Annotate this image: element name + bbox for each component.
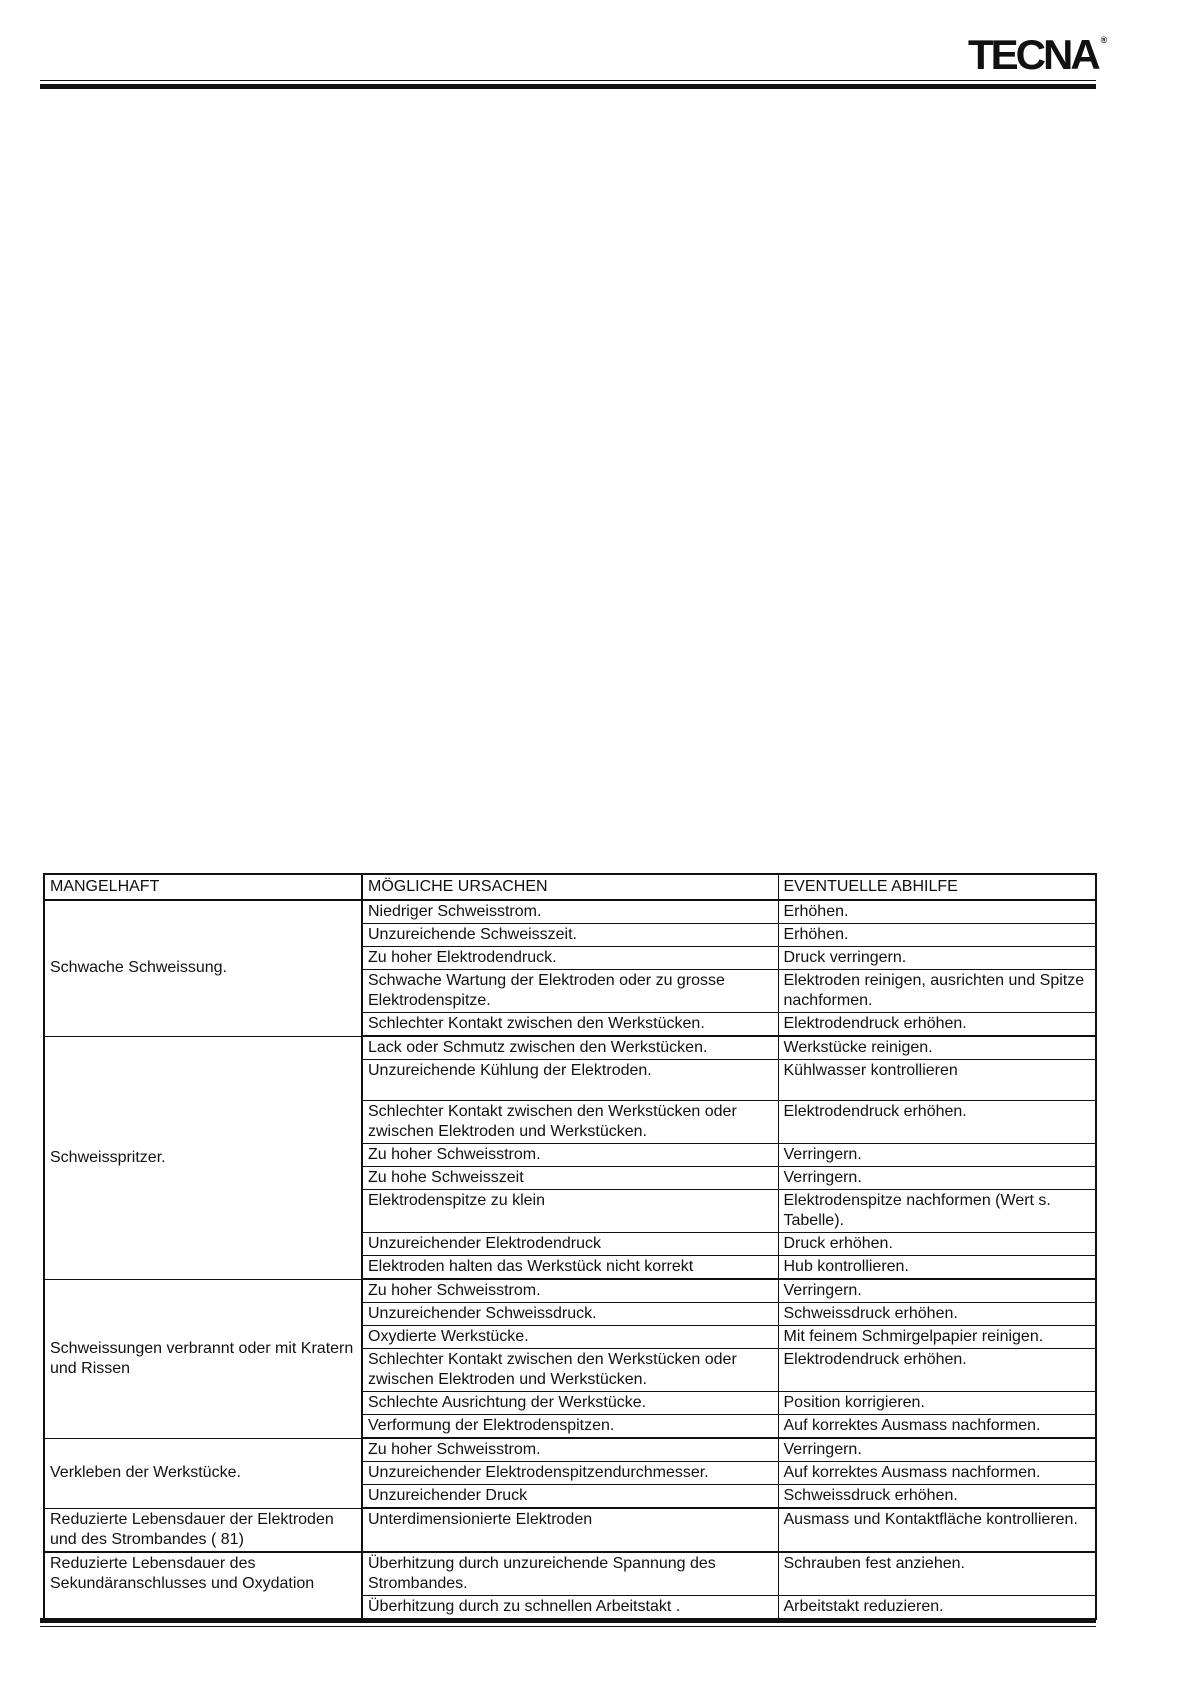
table-row	[44, 1279, 1096, 1303]
cause-cell: Lack oder Schmutz zwischen den Werkstücken.	[362, 1036, 778, 1060]
remedy-cell: Druck erhöhen.	[778, 1233, 1096, 1256]
cause-cell: Unzureichender Druck	[362, 1485, 778, 1509]
remedy-cell: Elektrodendruck erhöhen.	[778, 1349, 1096, 1392]
remedy-cell: Verringern.	[778, 1167, 1096, 1190]
logo-text: TECNA	[968, 31, 1098, 78]
remedy-cell: Elektrodenspitze nachformen (Wert s. Tabelle).	[778, 1190, 1096, 1233]
cause-cell: Schlechter Kontakt zwischen den Werkstücken.	[362, 1013, 778, 1037]
remedy-cell: Hub kontrollieren.	[778, 1256, 1096, 1280]
cause-cell: Elektroden halten das Werkstück nicht korrekt	[362, 1256, 778, 1280]
table-row	[44, 1438, 1096, 1462]
table-header-row	[44, 874, 1096, 900]
remedy-cell: Schweissdruck erhöhen.	[778, 1485, 1096, 1509]
table-row	[44, 1508, 1096, 1552]
cause-cell: Unterdimensionierte Elektroden	[362, 1508, 778, 1552]
remedy-cell: Elektrodendruck erhöhen.	[778, 1013, 1096, 1037]
cause-cell: Zu hoher Elektrodendruck.	[362, 947, 778, 970]
cause-cell: Schwache Wartung der Elektroden oder zu grosse Elektrodenspitze.	[362, 970, 778, 1013]
cause-cell: Elektrodenspitze zu klein	[362, 1190, 778, 1233]
defect-cell: Reduzierte Lebensdauer der Elektroden und des Strombandes ( 81)	[44, 1508, 362, 1552]
cause-cell: Unzureichende Kühlung der Elektroden.	[362, 1060, 778, 1101]
cause-cell: Zu hoher Schweisstrom.	[362, 1438, 778, 1462]
remedy-cell: Erhöhen.	[778, 900, 1096, 924]
table-row	[44, 1036, 1096, 1060]
tecna-logo: TECNA ®	[968, 31, 1108, 78]
remedy-cell: Kühlwasser kontrollieren	[778, 1060, 1096, 1101]
header-causes: MÖGLICHE URSACHEN	[362, 874, 778, 900]
cause-cell: Schlechter Kontakt zwischen den Werkstücken oder zwischen Elektroden und Werkstücken.	[362, 1349, 778, 1392]
remedy-cell: Verringern.	[778, 1144, 1096, 1167]
cause-cell: Schlechter Kontakt zwischen den Werkstücken oder zwischen Elektroden und Werkstücken.	[362, 1101, 778, 1144]
cause-cell: Zu hoher Schweisstrom.	[362, 1279, 778, 1303]
remedy-cell: Verringern.	[778, 1279, 1096, 1303]
defect-cell: Schweisspritzer.	[44, 1036, 362, 1279]
remedy-cell: Werkstücke reinigen.	[778, 1036, 1096, 1060]
table-row	[44, 900, 1096, 924]
header-defect: MANGELHAFT	[44, 874, 362, 900]
header-rule	[40, 84, 1096, 89]
troubleshooting-table	[43, 873, 1097, 1620]
cause-cell: Verformung der Elektrodenspitzen.	[362, 1415, 778, 1439]
cause-cell: Zu hoher Schweisstrom.	[362, 1144, 778, 1167]
remedy-cell: Druck verringern.	[778, 947, 1096, 970]
cause-cell: Überhitzung durch unzureichende Spannung des Strombandes.	[362, 1552, 778, 1596]
cause-cell: Oxydierte Werkstücke.	[362, 1326, 778, 1349]
remedy-cell: Elektroden reinigen, ausrichten und Spitze nachformen.	[778, 970, 1096, 1013]
cause-cell: Überhitzung durch zu schnellen Arbeitstakt .	[362, 1595, 778, 1619]
defect-cell: Verkleben der Werkstücke.	[44, 1438, 362, 1508]
table-row	[44, 1552, 1096, 1596]
remedy-cell: Auf korrektes Ausmass nachformen.	[778, 1415, 1096, 1439]
cause-cell: Unzureichender Elektrodenspitzendurchmesser.	[362, 1462, 778, 1485]
defect-cell: Schwache Schweissung.	[44, 900, 362, 1036]
remedy-cell: Position korrigieren.	[778, 1392, 1096, 1415]
footer-rule-thin	[40, 1626, 1096, 1627]
defect-cell: Schweissungen verbrannt oder mit Kratern und Rissen	[44, 1279, 362, 1438]
cause-cell: Unzureichender Schweissdruck.	[362, 1303, 778, 1326]
cause-cell: Zu hohe Schweisszeit	[362, 1167, 778, 1190]
cause-cell: Unzureichender Elektrodendruck	[362, 1233, 778, 1256]
header-rule-thin	[40, 80, 1096, 81]
cause-cell: Niedriger Schweisstrom.	[362, 900, 778, 924]
defect-cell: Reduzierte Lebensdauer des Sekundäranschlusses und Oxydation	[44, 1552, 362, 1619]
cause-cell: Schlechte Ausrichtung der Werkstücke.	[362, 1392, 778, 1415]
remedy-cell: Erhöhen.	[778, 924, 1096, 947]
remedy-cell: Auf korrektes Ausmass nachformen.	[778, 1462, 1096, 1485]
remedy-cell: Schrauben fest anziehen.	[778, 1552, 1096, 1596]
remedy-cell: Schweissdruck erhöhen.	[778, 1303, 1096, 1326]
remedy-cell: Ausmass und Kontaktfläche kontrollieren.	[778, 1508, 1096, 1552]
footer-rule	[40, 1618, 1096, 1623]
remedy-cell: Mit feinem Schmirgelpapier reinigen.	[778, 1326, 1096, 1349]
remedy-cell: Elektrodendruck erhöhen.	[778, 1101, 1096, 1144]
header-remedy: EVENTUELLE ABHILFE	[778, 874, 1096, 900]
remedy-cell: Verringern.	[778, 1438, 1096, 1462]
remedy-cell: Arbeitstakt reduzieren.	[778, 1595, 1096, 1619]
cause-cell: Unzureichende Schweisszeit.	[362, 924, 778, 947]
